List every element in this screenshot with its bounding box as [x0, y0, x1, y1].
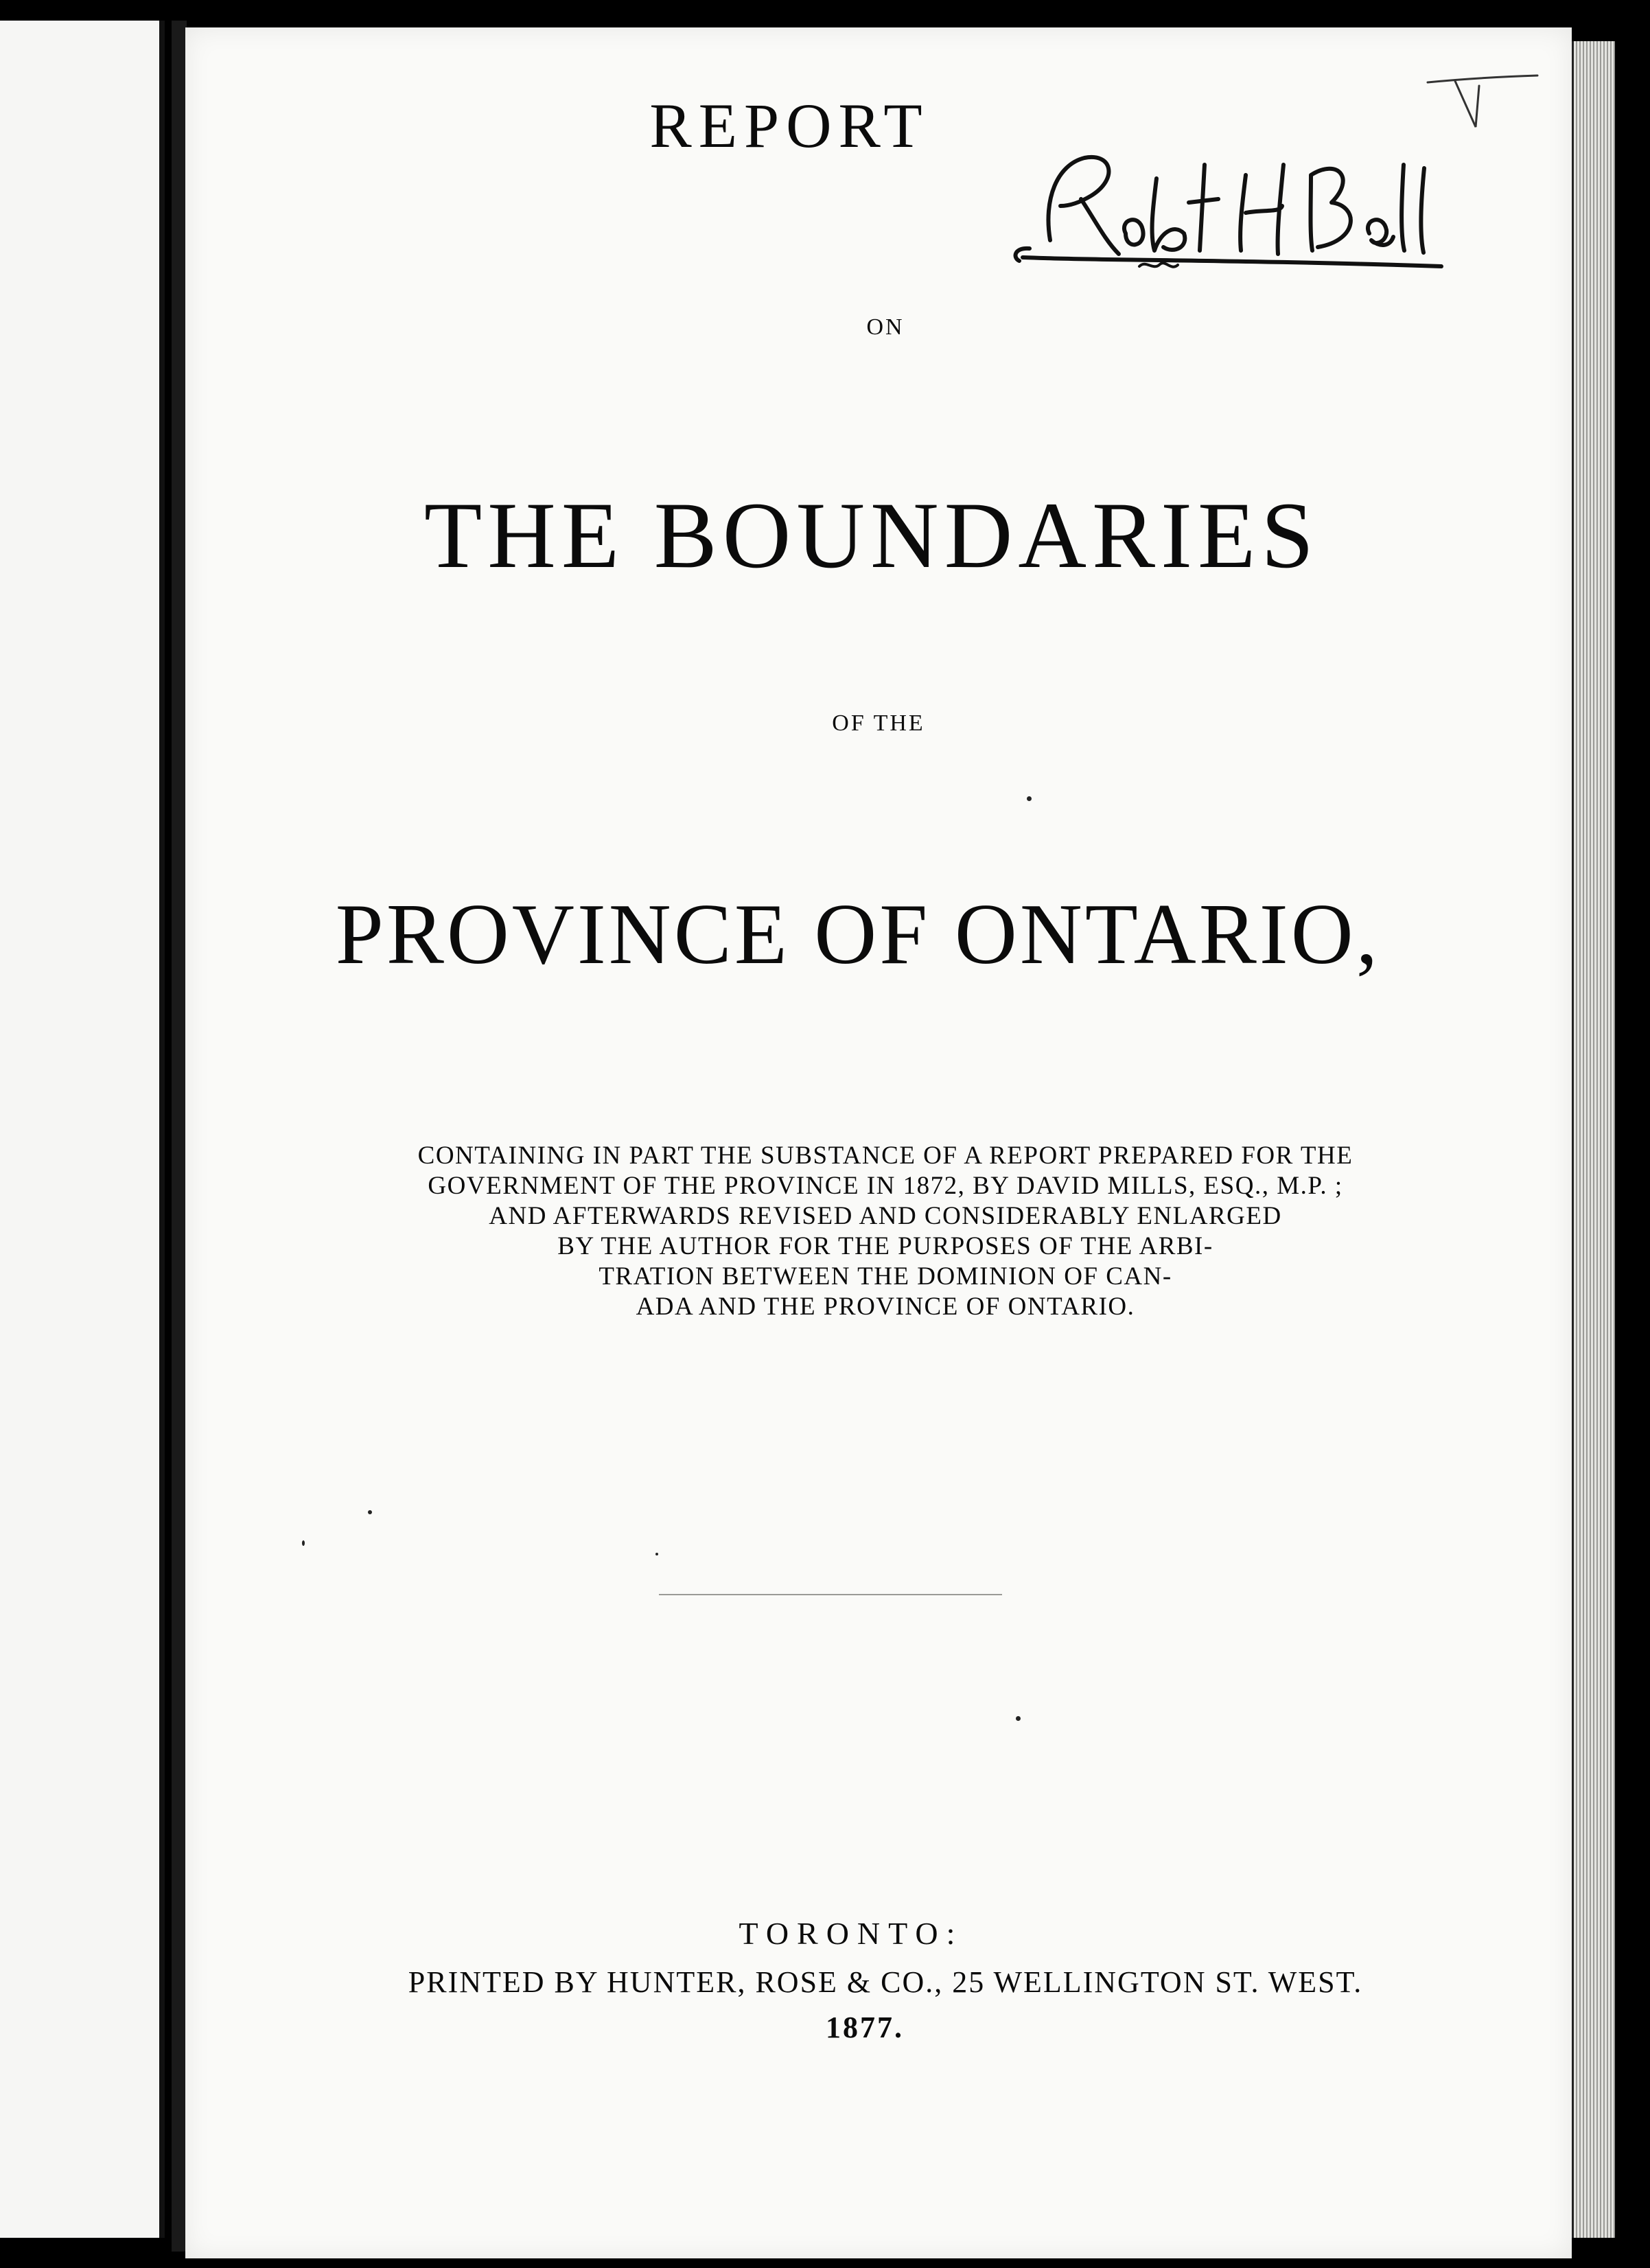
- scan-speck: [368, 1510, 372, 1514]
- description-line: TRATION BETWEEN THE DOMINION OF CAN-: [599, 1262, 1172, 1291]
- page-stack-edge: [1572, 41, 1615, 2238]
- scan-speck: [302, 1540, 305, 1546]
- province-heading: PROVINCE OF ONTARIO,: [335, 887, 1381, 982]
- handwritten-signature: [1009, 137, 1448, 295]
- divider-rule: [659, 1594, 1002, 1595]
- report-heading: REPORT: [649, 91, 929, 161]
- description-line: AND AFTERWARDS REVISED AND CONSIDERABLY ENLARGED: [489, 1202, 1282, 1230]
- description-line: ADA AND THE PROVINCE OF ONTARIO.: [636, 1293, 1135, 1321]
- description-line: BY THE AUTHOR FOR THE PURPOSES OF THE ARBI-: [557, 1232, 1213, 1260]
- left-facing-page: [0, 21, 165, 2238]
- scan-speck: [1016, 1716, 1021, 1721]
- description-line: CONTAINING IN PART THE SUBSTANCE OF A REPORT PREPARED FOR THE: [417, 1142, 1353, 1170]
- of-the-line: OF THE: [832, 710, 925, 736]
- description-line: GOVERNMENT OF THE PROVINCE IN 1872, BY DAVID MILLS, ESQ., M.P. ;: [428, 1172, 1343, 1200]
- scan-speck: [655, 1553, 658, 1555]
- scan-speck: [1027, 796, 1032, 801]
- gutter: [172, 21, 187, 2252]
- imprint-printer: PRINTED BY HUNTER, ROSE & CO., 25 WELLINGTON ST. WEST.: [408, 1965, 1363, 1999]
- imprint-city: TORONTO:: [739, 1916, 964, 1951]
- pencil-mark: [1414, 69, 1544, 158]
- description-block: [247, 1141, 1524, 1322]
- on-line: ON: [866, 314, 905, 340]
- imprint-year: 1877.: [826, 2011, 904, 2044]
- boundaries-heading: THE BOUNDARIES: [423, 483, 1320, 588]
